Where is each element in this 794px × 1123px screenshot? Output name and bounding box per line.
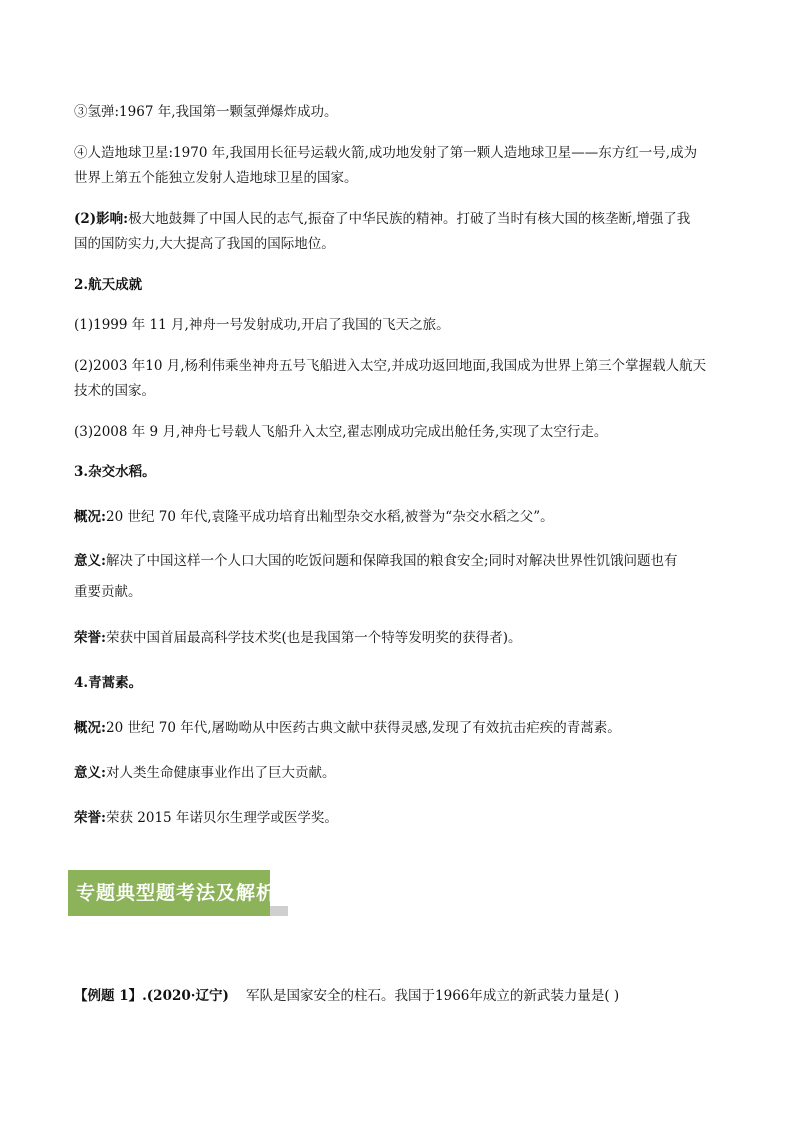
text-line: (2)2003 年10 月,杨利伟乘坐神舟五号飞船进入太空,并成功返回地面,我国成为世界上第三个掌握载人航天	[74, 358, 707, 374]
text-line: (3)2008 年 9 月,神舟七号载人飞船升入太空,翟志刚成功完成出舱任务,实现了太空行走。	[74, 424, 608, 440]
label-honor: 荣誉:	[74, 810, 106, 826]
significance-text: 对人类生命健康事业作出了巨大贡献。	[105, 765, 336, 781]
impact-heading: (2)影响:	[74, 211, 129, 227]
section-heading: 4.青蒿素。	[74, 675, 143, 691]
question-text: 军队是国家安全的柱石。我国于1966年成立的新武装力量是( )	[246, 988, 620, 1004]
label-significance: 意义:	[74, 553, 106, 569]
label-significance: 意义:	[74, 765, 106, 781]
text-line	[74, 803, 726, 833]
text-line	[74, 502, 726, 532]
overview-text: 20 世纪 70 年代,袁隆平成功培育出籼型杂交水稻,被誉为“杂交水稻之父”。	[105, 509, 554, 525]
section-heading: 3.杂交水稻。	[74, 464, 156, 480]
significance-text: 解决了中国这样一个人口大国的吃饭问题和保障我国的粮食安全;同时对解决世界性饥饿问题也有	[105, 553, 678, 569]
overview-text: 20 世纪 70 年代,屠呦呦从中医药古典文献中获得灵感,发现了有效抗击疟疾的青蒿素。	[105, 720, 621, 736]
text-line: (1)1999 年 11 月,神舟一号发射成功,开启了我国的飞天之旅。	[74, 317, 450, 333]
text-line	[74, 623, 726, 653]
text-line: 技术的国家。	[74, 383, 155, 399]
banner-title: 专题典型题考法及解析	[76, 882, 277, 904]
honor-text: 荣获 2015 年诺贝尔生理学或医学奖。	[105, 810, 338, 826]
label-honor: 荣誉:	[74, 630, 106, 646]
text-line	[74, 713, 726, 743]
text-line: 国的国防实力,大大提高了我国的国际地位。	[74, 236, 335, 252]
text-line	[74, 546, 726, 576]
example-question	[74, 981, 734, 1011]
impact-text: 极大地鼓舞了中国人民的志气,振奋了中华民族的精神。打破了当时有核大国的核垄断,增强了我	[128, 211, 691, 227]
text-line: 重要贡献。	[74, 584, 142, 600]
label-overview: 概况:	[74, 720, 106, 736]
example-label: 【例题 1】.(2020·辽宁)	[74, 988, 229, 1004]
text-line: 世界上第五个能独立发射人造地球卫星的国家。	[74, 170, 358, 186]
label-overview: 概况:	[74, 509, 106, 525]
honor-text: 荣获中国首届最高科学技术奖(也是我国第一个特等发明奖的获得者)。	[105, 630, 522, 646]
text-line: ④人造地球卫星:1970 年,我国用长征号运载火箭,成功地发射了第一颗人造地球卫星——东方红一号,成为	[74, 145, 698, 161]
text-line	[74, 758, 726, 788]
section-heading: 2.航天成就	[74, 277, 143, 293]
text-line: ③氢弹:1967 年,我国第一颗氢弹爆炸成功。	[74, 104, 338, 120]
